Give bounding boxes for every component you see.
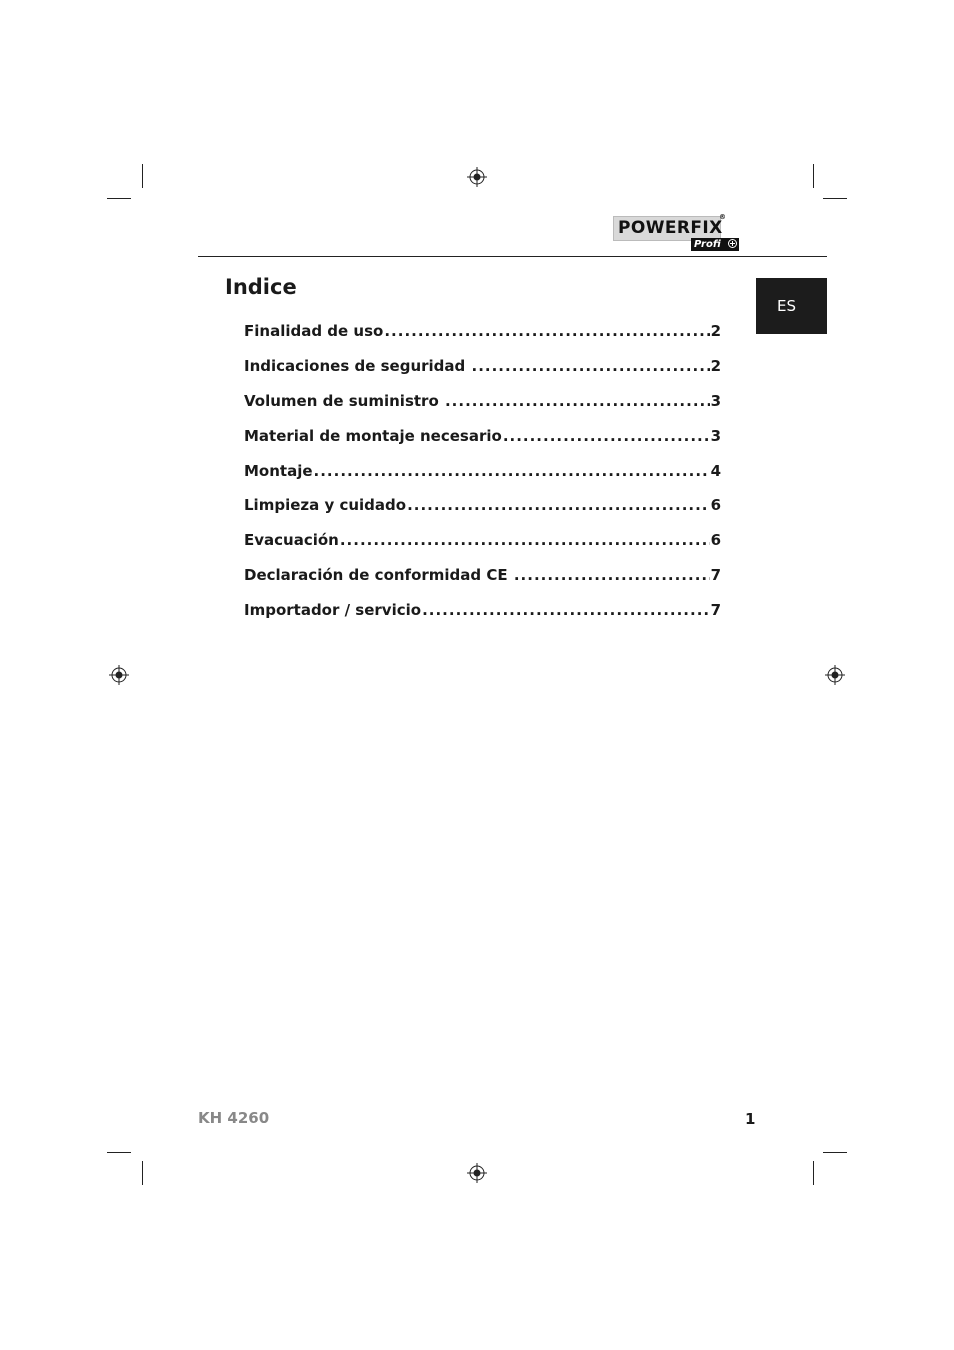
toc-entry-label: Indicaciones de seguridad bbox=[244, 356, 471, 375]
crop-mark bbox=[142, 1161, 143, 1185]
toc-entry-label: Limpieza y cuidado bbox=[244, 496, 407, 515]
crop-mark bbox=[823, 198, 847, 199]
toc-entry-page: 7 bbox=[710, 601, 721, 620]
brand-logo bbox=[613, 213, 743, 254]
toc-entry[interactable] bbox=[244, 392, 721, 427]
header-divider bbox=[198, 256, 827, 257]
leader-dots bbox=[407, 496, 709, 514]
toc-entry-page: 4 bbox=[710, 461, 721, 480]
toc-entry-page: 2 bbox=[710, 322, 721, 340]
toc-entry-page: 2 bbox=[710, 356, 721, 375]
crop-mark bbox=[813, 1161, 814, 1185]
toc-entry-label: Montaje bbox=[244, 461, 313, 480]
sub-brand-badge bbox=[691, 238, 739, 251]
toc-entry[interactable] bbox=[244, 322, 721, 357]
crop-mark bbox=[813, 164, 814, 188]
toc-entry[interactable] bbox=[244, 357, 721, 392]
toc-entry-page: 3 bbox=[710, 391, 721, 410]
toc-entry-label: Material de montaje necesario bbox=[244, 426, 502, 445]
leader-dots bbox=[503, 427, 710, 445]
leader-dots bbox=[340, 531, 710, 549]
crop-mark bbox=[107, 198, 131, 199]
crop-mark bbox=[823, 1152, 847, 1153]
toc-entry-label: Evacuación bbox=[244, 531, 339, 550]
toc-entry-label: Volumen de suministro bbox=[244, 391, 444, 410]
page-number: 1 bbox=[745, 1110, 756, 1128]
leader-dots bbox=[314, 462, 710, 480]
toc-entry[interactable] bbox=[244, 531, 721, 566]
table-of-contents bbox=[244, 322, 721, 636]
leader-dots bbox=[445, 392, 710, 410]
toc-entry-page: 3 bbox=[710, 426, 721, 445]
toc-entry-label: Finalidad de uso bbox=[244, 322, 384, 340]
toc-entry[interactable] bbox=[244, 427, 721, 462]
plus-icon bbox=[728, 239, 737, 248]
toc-entry[interactable] bbox=[244, 462, 721, 497]
registration-mark-icon bbox=[467, 1163, 487, 1183]
sub-brand-name: Profi bbox=[694, 239, 721, 250]
toc-entry-page: 6 bbox=[710, 496, 721, 515]
model-number: KH 4260 bbox=[198, 1109, 270, 1127]
language-tab: ES bbox=[756, 278, 827, 334]
brand-name: POWERFIX bbox=[613, 216, 721, 241]
leader-dots bbox=[422, 601, 709, 619]
toc-entry[interactable] bbox=[244, 566, 721, 601]
toc-entry-label: Importador / servicio bbox=[244, 601, 422, 620]
toc-entry[interactable] bbox=[244, 601, 721, 636]
toc-entry[interactable] bbox=[244, 496, 721, 531]
crop-mark bbox=[142, 164, 143, 188]
page-title: Indice bbox=[225, 275, 297, 299]
registered-mark: ® bbox=[719, 213, 726, 221]
toc-entry-page: 7 bbox=[710, 566, 721, 585]
leader-dots bbox=[472, 357, 710, 375]
leader-dots bbox=[514, 566, 710, 584]
toc-entry-label: Declaración de conformidad CE bbox=[244, 566, 513, 585]
toc-entry-page: 6 bbox=[710, 531, 721, 550]
leader-dots bbox=[384, 322, 709, 340]
registration-mark-icon bbox=[109, 665, 129, 685]
registration-mark-icon bbox=[825, 665, 845, 685]
crop-mark bbox=[107, 1152, 131, 1153]
registration-mark-icon bbox=[467, 167, 487, 187]
